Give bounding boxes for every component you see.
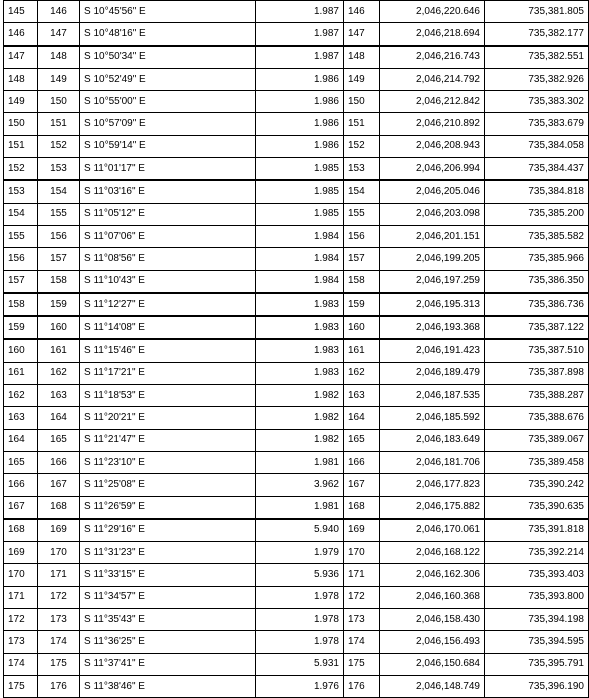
coordinate-y-cell: 2,046,203.098 xyxy=(380,203,485,225)
coordinate-x-cell: 735,386.736 xyxy=(485,293,589,316)
station-to-cell: 176 xyxy=(38,675,80,697)
station-to-cell: 162 xyxy=(38,362,80,384)
coordinate-y-cell: 2,046,150.684 xyxy=(380,653,485,675)
station-from-cell: 158 xyxy=(4,293,38,316)
station-from-cell: 147 xyxy=(4,46,38,69)
distance-cell: 1.982 xyxy=(256,407,344,429)
coordinate-x-cell: 735,384.058 xyxy=(485,135,589,157)
coordinate-x-cell: 735,387.510 xyxy=(485,339,589,362)
station-from-cell: 156 xyxy=(4,248,38,270)
table-row xyxy=(4,451,589,473)
table-row xyxy=(4,631,589,653)
table-row xyxy=(4,91,589,113)
distance-cell: 1.982 xyxy=(256,385,344,407)
distance-cell: 1.981 xyxy=(256,451,344,473)
station-from-cell: 167 xyxy=(4,496,38,519)
vertex-cell: 170 xyxy=(344,542,380,564)
coordinate-x-cell: 735,389.067 xyxy=(485,429,589,451)
coordinate-y-cell: 2,046,206.994 xyxy=(380,158,485,181)
vertex-cell: 165 xyxy=(344,429,380,451)
vertex-cell: 172 xyxy=(344,586,380,608)
table-row xyxy=(4,46,589,69)
distance-cell: 1.983 xyxy=(256,339,344,362)
table-row xyxy=(4,519,589,542)
coordinate-y-cell: 2,046,214.792 xyxy=(380,68,485,90)
bearing-cell: S 10°50'34" E xyxy=(80,46,256,69)
coordinate-x-cell: 735,387.122 xyxy=(485,316,589,339)
distance-cell: 1.976 xyxy=(256,675,344,697)
station-from-cell: 149 xyxy=(4,91,38,113)
bearing-cell: S 11°37'41" E xyxy=(80,653,256,675)
station-to-cell: 164 xyxy=(38,407,80,429)
coordinate-x-cell: 735,387.898 xyxy=(485,362,589,384)
station-from-cell: 162 xyxy=(4,385,38,407)
table-row xyxy=(4,1,589,23)
station-to-cell: 149 xyxy=(38,68,80,90)
bearing-cell: S 11°21'47" E xyxy=(80,429,256,451)
distance-cell: 1.982 xyxy=(256,429,344,451)
table-row xyxy=(4,180,589,203)
table-row xyxy=(4,564,589,586)
coordinate-y-cell: 2,046,187.535 xyxy=(380,385,485,407)
bearing-cell: S 11°26'59" E xyxy=(80,496,256,519)
table-row xyxy=(4,429,589,451)
distance-cell: 1.985 xyxy=(256,180,344,203)
coordinate-y-cell: 2,046,148.749 xyxy=(380,675,485,697)
coordinate-x-cell: 735,382.177 xyxy=(485,23,589,46)
distance-cell: 1.979 xyxy=(256,542,344,564)
station-from-cell: 166 xyxy=(4,474,38,496)
vertex-cell: 173 xyxy=(344,609,380,631)
bearing-cell: S 10°48'16" E xyxy=(80,23,256,46)
distance-cell: 1.987 xyxy=(256,46,344,69)
coordinate-y-cell: 2,046,183.649 xyxy=(380,429,485,451)
station-to-cell: 171 xyxy=(38,564,80,586)
coordinate-x-cell: 735,388.287 xyxy=(485,385,589,407)
bearing-cell: S 11°05'12" E xyxy=(80,203,256,225)
station-from-cell: 168 xyxy=(4,519,38,542)
vertex-cell: 147 xyxy=(344,23,380,46)
station-from-cell: 160 xyxy=(4,339,38,362)
distance-cell: 1.983 xyxy=(256,316,344,339)
station-to-cell: 175 xyxy=(38,653,80,675)
bearing-cell: S 11°33'15" E xyxy=(80,564,256,586)
coordinate-x-cell: 735,394.595 xyxy=(485,631,589,653)
coordinate-y-cell: 2,046,181.706 xyxy=(380,451,485,473)
distance-cell: 1.983 xyxy=(256,293,344,316)
vertex-cell: 164 xyxy=(344,407,380,429)
vertex-cell: 157 xyxy=(344,248,380,270)
coordinate-x-cell: 735,390.242 xyxy=(485,474,589,496)
coordinate-x-cell: 735,389.458 xyxy=(485,451,589,473)
bearing-cell: S 11°23'10" E xyxy=(80,451,256,473)
coordinate-y-cell: 2,046,195.313 xyxy=(380,293,485,316)
station-to-cell: 147 xyxy=(38,23,80,46)
coordinate-y-cell: 2,046,168.122 xyxy=(380,542,485,564)
distance-cell: 1.978 xyxy=(256,609,344,631)
distance-cell: 1.987 xyxy=(256,23,344,46)
table-row xyxy=(4,135,589,157)
coordinate-y-cell: 2,046,212.842 xyxy=(380,91,485,113)
table-row xyxy=(4,270,589,293)
table-row xyxy=(4,339,589,362)
station-from-cell: 159 xyxy=(4,316,38,339)
vertex-cell: 154 xyxy=(344,180,380,203)
coordinate-x-cell: 735,386.350 xyxy=(485,270,589,293)
bearing-cell: S 10°59'14" E xyxy=(80,135,256,157)
coordinate-x-cell: 735,383.302 xyxy=(485,91,589,113)
station-to-cell: 156 xyxy=(38,225,80,247)
table-row xyxy=(4,113,589,135)
table-row xyxy=(4,586,589,608)
vertex-cell: 158 xyxy=(344,270,380,293)
bearing-cell: S 11°29'16" E xyxy=(80,519,256,542)
station-from-cell: 163 xyxy=(4,407,38,429)
distance-cell: 1.986 xyxy=(256,135,344,157)
table-body xyxy=(4,1,589,698)
coordinate-x-cell: 735,393.403 xyxy=(485,564,589,586)
distance-cell: 5.940 xyxy=(256,519,344,542)
coordinate-x-cell: 735,396.190 xyxy=(485,675,589,697)
vertex-cell: 159 xyxy=(344,293,380,316)
table-row xyxy=(4,68,589,90)
coordinate-y-cell: 2,046,162.306 xyxy=(380,564,485,586)
vertex-cell: 171 xyxy=(344,564,380,586)
bearing-cell: S 11°10'43" E xyxy=(80,270,256,293)
bearing-cell: S 11°14'08" E xyxy=(80,316,256,339)
distance-cell: 1.978 xyxy=(256,631,344,653)
station-from-cell: 153 xyxy=(4,180,38,203)
station-to-cell: 163 xyxy=(38,385,80,407)
coordinate-y-cell: 2,046,193.368 xyxy=(380,316,485,339)
distance-cell: 1.978 xyxy=(256,586,344,608)
table-row xyxy=(4,203,589,225)
vertex-cell: 156 xyxy=(344,225,380,247)
station-to-cell: 172 xyxy=(38,586,80,608)
coordinate-x-cell: 735,395.791 xyxy=(485,653,589,675)
bearing-cell: S 11°07'06" E xyxy=(80,225,256,247)
table-row xyxy=(4,542,589,564)
station-from-cell: 175 xyxy=(4,675,38,697)
coordinate-x-cell: 735,382.926 xyxy=(485,68,589,90)
table-row xyxy=(4,23,589,46)
bearing-cell: S 11°17'21" E xyxy=(80,362,256,384)
vertex-cell: 151 xyxy=(344,113,380,135)
station-to-cell: 165 xyxy=(38,429,80,451)
coordinate-y-cell: 2,046,205.046 xyxy=(380,180,485,203)
station-to-cell: 168 xyxy=(38,496,80,519)
coordinate-y-cell: 2,046,199.205 xyxy=(380,248,485,270)
coordinate-y-cell: 2,046,156.493 xyxy=(380,631,485,653)
coordinate-x-cell: 735,384.437 xyxy=(485,158,589,181)
station-to-cell: 170 xyxy=(38,542,80,564)
station-to-cell: 150 xyxy=(38,91,80,113)
coordinate-y-cell: 2,046,170.061 xyxy=(380,519,485,542)
station-from-cell: 145 xyxy=(4,1,38,23)
distance-cell: 3.962 xyxy=(256,474,344,496)
station-from-cell: 174 xyxy=(4,653,38,675)
station-from-cell: 152 xyxy=(4,158,38,181)
distance-cell: 1.986 xyxy=(256,68,344,90)
station-to-cell: 167 xyxy=(38,474,80,496)
table-row xyxy=(4,225,589,247)
coordinate-y-cell: 2,046,175.882 xyxy=(380,496,485,519)
coordinate-y-cell: 2,046,189.479 xyxy=(380,362,485,384)
table-row xyxy=(4,407,589,429)
coordinate-y-cell: 2,046,218.694 xyxy=(380,23,485,46)
distance-cell: 1.984 xyxy=(256,225,344,247)
station-to-cell: 157 xyxy=(38,248,80,270)
bearing-cell: S 11°38'46" E xyxy=(80,675,256,697)
coordinate-x-cell: 735,381.805 xyxy=(485,1,589,23)
distance-cell: 1.985 xyxy=(256,158,344,181)
coordinate-x-cell: 735,393.800 xyxy=(485,586,589,608)
station-from-cell: 155 xyxy=(4,225,38,247)
coordinate-y-cell: 2,046,210.892 xyxy=(380,113,485,135)
table-row xyxy=(4,474,589,496)
coordinate-x-cell: 735,385.200 xyxy=(485,203,589,225)
survey-coordinates-table xyxy=(3,0,589,698)
coordinate-y-cell: 2,046,201.151 xyxy=(380,225,485,247)
bearing-cell: S 11°03'16" E xyxy=(80,180,256,203)
bearing-cell: S 11°25'08" E xyxy=(80,474,256,496)
bearing-cell: S 10°45'56" E xyxy=(80,1,256,23)
coordinate-y-cell: 2,046,177.823 xyxy=(380,474,485,496)
vertex-cell: 148 xyxy=(344,46,380,69)
coordinate-x-cell: 735,385.966 xyxy=(485,248,589,270)
station-to-cell: 166 xyxy=(38,451,80,473)
distance-cell: 1.985 xyxy=(256,203,344,225)
station-from-cell: 169 xyxy=(4,542,38,564)
coordinate-y-cell: 2,046,220.646 xyxy=(380,1,485,23)
bearing-cell: S 11°20'21" E xyxy=(80,407,256,429)
table-row xyxy=(4,385,589,407)
bearing-cell: S 10°52'49" E xyxy=(80,68,256,90)
coordinate-y-cell: 2,046,160.368 xyxy=(380,586,485,608)
distance-cell: 1.983 xyxy=(256,362,344,384)
station-to-cell: 151 xyxy=(38,113,80,135)
distance-cell: 1.984 xyxy=(256,270,344,293)
vertex-cell: 174 xyxy=(344,631,380,653)
station-from-cell: 171 xyxy=(4,586,38,608)
station-from-cell: 170 xyxy=(4,564,38,586)
vertex-cell: 149 xyxy=(344,68,380,90)
distance-cell: 1.984 xyxy=(256,248,344,270)
vertex-cell: 160 xyxy=(344,316,380,339)
station-from-cell: 164 xyxy=(4,429,38,451)
station-from-cell: 150 xyxy=(4,113,38,135)
station-to-cell: 153 xyxy=(38,158,80,181)
station-to-cell: 152 xyxy=(38,135,80,157)
coordinate-y-cell: 2,046,197.259 xyxy=(380,270,485,293)
bearing-cell: S 10°57'09" E xyxy=(80,113,256,135)
vertex-cell: 175 xyxy=(344,653,380,675)
bearing-cell: S 11°34'57" E xyxy=(80,586,256,608)
station-to-cell: 148 xyxy=(38,46,80,69)
coordinate-x-cell: 735,390.635 xyxy=(485,496,589,519)
vertex-cell: 153 xyxy=(344,158,380,181)
station-from-cell: 161 xyxy=(4,362,38,384)
coordinate-y-cell: 2,046,208.943 xyxy=(380,135,485,157)
distance-cell: 1.987 xyxy=(256,1,344,23)
station-from-cell: 157 xyxy=(4,270,38,293)
coordinate-y-cell: 2,046,216.743 xyxy=(380,46,485,69)
bearing-cell: S 11°15'46" E xyxy=(80,339,256,362)
station-to-cell: 155 xyxy=(38,203,80,225)
table-row xyxy=(4,316,589,339)
coordinate-y-cell: 2,046,185.592 xyxy=(380,407,485,429)
vertex-cell: 176 xyxy=(344,675,380,697)
distance-cell: 1.986 xyxy=(256,113,344,135)
vertex-cell: 146 xyxy=(344,1,380,23)
station-from-cell: 165 xyxy=(4,451,38,473)
station-to-cell: 159 xyxy=(38,293,80,316)
station-to-cell: 154 xyxy=(38,180,80,203)
table-row xyxy=(4,362,589,384)
station-from-cell: 146 xyxy=(4,23,38,46)
coordinate-x-cell: 735,385.582 xyxy=(485,225,589,247)
coordinate-x-cell: 735,391.818 xyxy=(485,519,589,542)
distance-cell: 1.986 xyxy=(256,91,344,113)
vertex-cell: 169 xyxy=(344,519,380,542)
coordinate-x-cell: 735,388.676 xyxy=(485,407,589,429)
vertex-cell: 163 xyxy=(344,385,380,407)
distance-cell: 1.981 xyxy=(256,496,344,519)
station-from-cell: 154 xyxy=(4,203,38,225)
vertex-cell: 155 xyxy=(344,203,380,225)
coordinate-x-cell: 735,384.818 xyxy=(485,180,589,203)
vertex-cell: 150 xyxy=(344,91,380,113)
station-to-cell: 161 xyxy=(38,339,80,362)
station-to-cell: 173 xyxy=(38,609,80,631)
coordinate-y-cell: 2,046,158.430 xyxy=(380,609,485,631)
distance-cell: 5.931 xyxy=(256,653,344,675)
station-from-cell: 148 xyxy=(4,68,38,90)
bearing-cell: S 10°55'00" E xyxy=(80,91,256,113)
vertex-cell: 167 xyxy=(344,474,380,496)
coordinate-x-cell: 735,383.679 xyxy=(485,113,589,135)
coordinate-y-cell: 2,046,191.423 xyxy=(380,339,485,362)
vertex-cell: 161 xyxy=(344,339,380,362)
vertex-cell: 166 xyxy=(344,451,380,473)
table-row xyxy=(4,675,589,697)
coordinate-x-cell: 735,392.214 xyxy=(485,542,589,564)
table-row xyxy=(4,158,589,181)
bearing-cell: S 11°08'56" E xyxy=(80,248,256,270)
coordinate-x-cell: 735,394.198 xyxy=(485,609,589,631)
table-row xyxy=(4,609,589,631)
vertex-cell: 152 xyxy=(344,135,380,157)
bearing-cell: S 11°35'43" E xyxy=(80,609,256,631)
vertex-cell: 168 xyxy=(344,496,380,519)
coordinate-x-cell: 735,382.551 xyxy=(485,46,589,69)
station-to-cell: 160 xyxy=(38,316,80,339)
table-row xyxy=(4,496,589,519)
table-row xyxy=(4,293,589,316)
vertex-cell: 162 xyxy=(344,362,380,384)
station-to-cell: 146 xyxy=(38,1,80,23)
station-from-cell: 172 xyxy=(4,609,38,631)
station-to-cell: 174 xyxy=(38,631,80,653)
bearing-cell: S 11°12'27" E xyxy=(80,293,256,316)
bearing-cell: S 11°18'53" E xyxy=(80,385,256,407)
station-to-cell: 169 xyxy=(38,519,80,542)
station-to-cell: 158 xyxy=(38,270,80,293)
table-row xyxy=(4,653,589,675)
station-from-cell: 173 xyxy=(4,631,38,653)
distance-cell: 5.936 xyxy=(256,564,344,586)
bearing-cell: S 11°01'17" E xyxy=(80,158,256,181)
station-from-cell: 151 xyxy=(4,135,38,157)
table-row xyxy=(4,248,589,270)
bearing-cell: S 11°31'23" E xyxy=(80,542,256,564)
bearing-cell: S 11°36'25" E xyxy=(80,631,256,653)
